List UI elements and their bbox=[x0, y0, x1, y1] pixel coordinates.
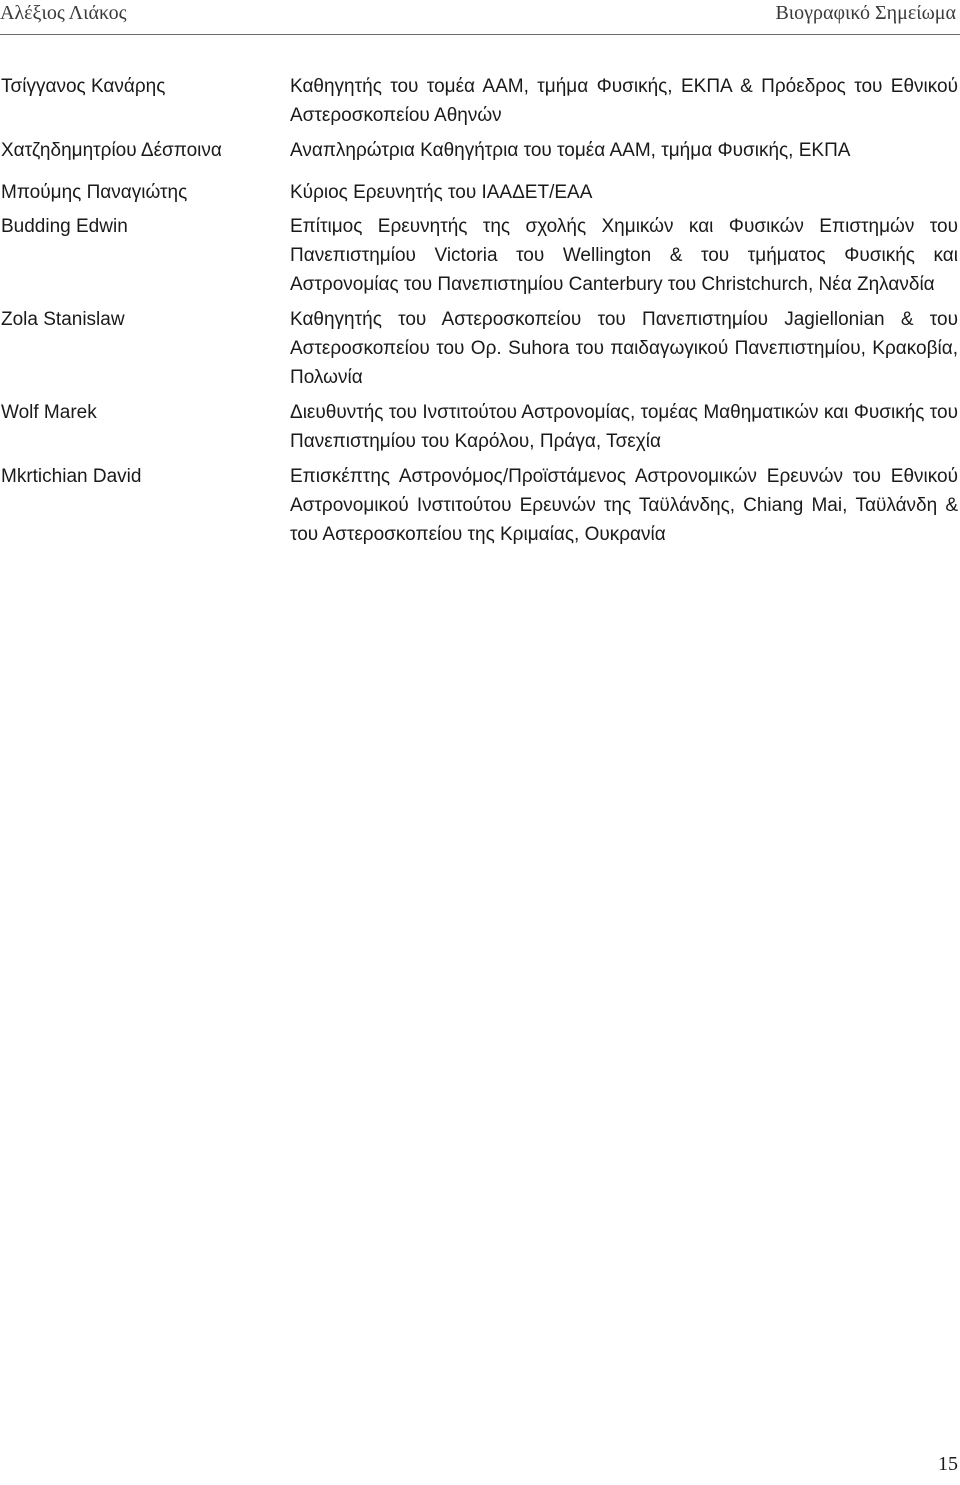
reference-description: Αναπληρώτρια Καθηγήτρια του τομέα ΑΑΜ, τμήμα Φυσικής, ΕΚΠΑ bbox=[290, 140, 851, 161]
reference-entry bbox=[0, 136, 960, 165]
header-document-title: Βιογραφικό Σημείωμα bbox=[775, 2, 956, 24]
reference-description: Κύριος Ερευνητής του ΙΑΑΔΕΤ/ΕΑΑ bbox=[290, 182, 593, 203]
reference-entry bbox=[0, 72, 960, 130]
reference-name: Μπούμης Παναγιώτης bbox=[1, 182, 188, 203]
reference-name: Χατζηδημητρίου Δέσποινα bbox=[1, 140, 222, 161]
reference-name: Mkrtichian David bbox=[1, 466, 142, 487]
reference-entry bbox=[0, 305, 960, 392]
reference-name: Budding Edwin bbox=[1, 216, 128, 237]
page-number: 15 bbox=[938, 1453, 958, 1475]
reference-entry bbox=[0, 398, 960, 456]
page-header bbox=[0, 0, 960, 35]
reference-description: Διευθυντής του Ινστιτούτου Αστρονομίας, τομέας Μαθηματικών και Φυσικής του Πανεπιστημίου του Καρόλου, Πράγα, Τσεχία bbox=[290, 402, 958, 452]
reference-entry bbox=[0, 462, 960, 549]
reference-name: Τσίγγανος Κανάρης bbox=[1, 76, 166, 97]
reference-list bbox=[0, 72, 960, 549]
reference-entry bbox=[0, 178, 960, 207]
reference-name: Wolf Marek bbox=[1, 402, 97, 423]
reference-description: Επισκέπτης Αστρονόμος/Προϊστάμενος Αστρονομικών Ερευνών του Εθνικού Αστρονομικού Ινστιτούτου Ερευνών της Ταϋλάνδης, Chiang Mai, Ταϋλάνδη & του Αστεροσκοπείου της Κριμαίας, Ουκρανία bbox=[290, 466, 958, 545]
header-author-name: Αλέξιος Λιάκος bbox=[0, 2, 127, 24]
reference-description: Επίτιμος Ερευνητής της σχολής Χημικών και Φυσικών Επιστημών του Πανεπιστημίου Victoria του Wellington & του τμήματος Φυσικής και Αστρονομίας του Πανεπιστημίου Canterbury του Christchurch, Νέα Ζηλανδία bbox=[290, 216, 958, 295]
reference-entry bbox=[0, 212, 960, 299]
reference-description: Καθηγητής του τομέα ΑΑΜ, τμήμα Φυσικής, ΕΚΠΑ & Πρόεδρος του Εθνικού Αστεροσκοπείου Αθηνών bbox=[290, 76, 958, 126]
reference-description: Καθηγητής του Αστεροσκοπείου του Πανεπιστημίου Jagiellonian & του Αστεροσκοπείου του Ορ. Suhora του παιδαγωγικού Πανεπιστημίου, Κρακοβία, Πολωνία bbox=[290, 309, 958, 388]
reference-name: Zola Stanislaw bbox=[1, 309, 125, 330]
